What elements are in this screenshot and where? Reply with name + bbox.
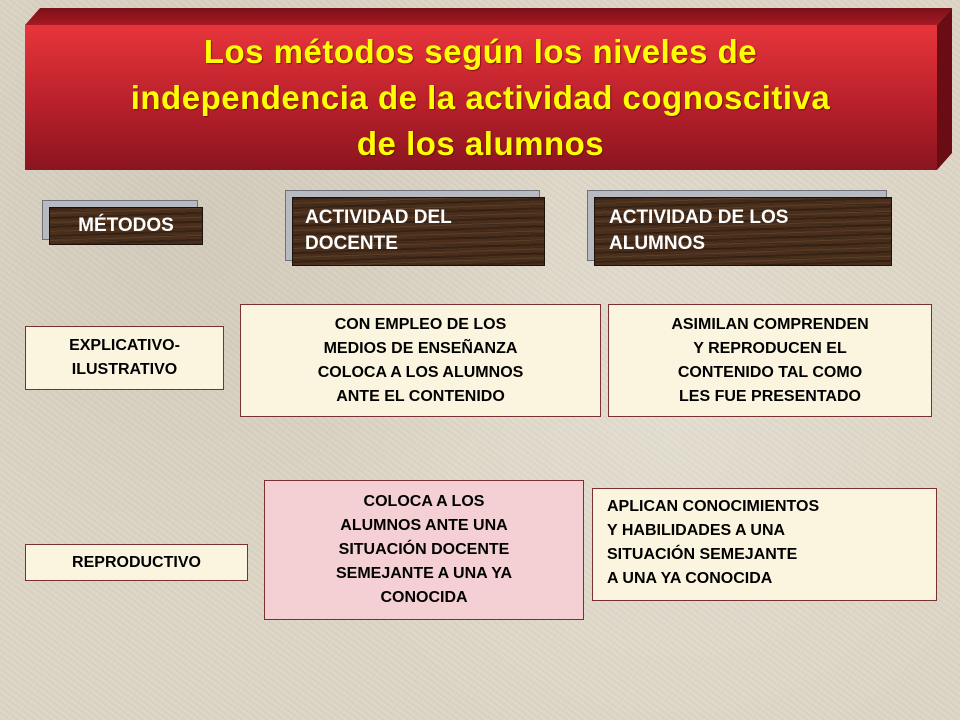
- alumnos-reproductivo: APLICAN CONOCIMIENTOS Y HABILIDADES A UNA SITUACIÓN SEMEJANTE A UNA YA CONOCIDA: [592, 488, 937, 601]
- alumnos-explicativo-ilustrativo: ASIMILAN COMPRENDEN Y REPRODUCEN EL CONTENIDO TAL COMO LES FUE PRESENTADO: [608, 304, 932, 417]
- method-explicativo-ilustrativo: EXPLICATIVO- ILUSTRATIVO: [25, 326, 224, 390]
- header-actividad-docente: ACTIVIDAD DEL DOCENTE: [292, 197, 545, 266]
- header-actividad-alumnos: ACTIVIDAD DE LOS ALUMNOS: [594, 197, 892, 266]
- method-reproductivo: REPRODUCTIVO: [25, 544, 248, 581]
- docente-explicativo-ilustrativo: CON EMPLEO DE LOS MEDIOS DE ENSEÑANZA COLOCA A LOS ALUMNOS ANTE EL CONTENIDO: [240, 304, 601, 417]
- header-metodos: MÉTODOS: [49, 207, 203, 245]
- title-banner: [0, 0, 960, 180]
- page-title: Los métodos según los niveles de independencia de la actividad cognoscitiva de los alumnos: [130, 33, 831, 162]
- docente-reproductivo: COLOCA A LOS ALUMNOS ANTE UNA SITUACIÓN DOCENTE SEMEJANTE A UNA YA CONOCIDA: [264, 480, 584, 620]
